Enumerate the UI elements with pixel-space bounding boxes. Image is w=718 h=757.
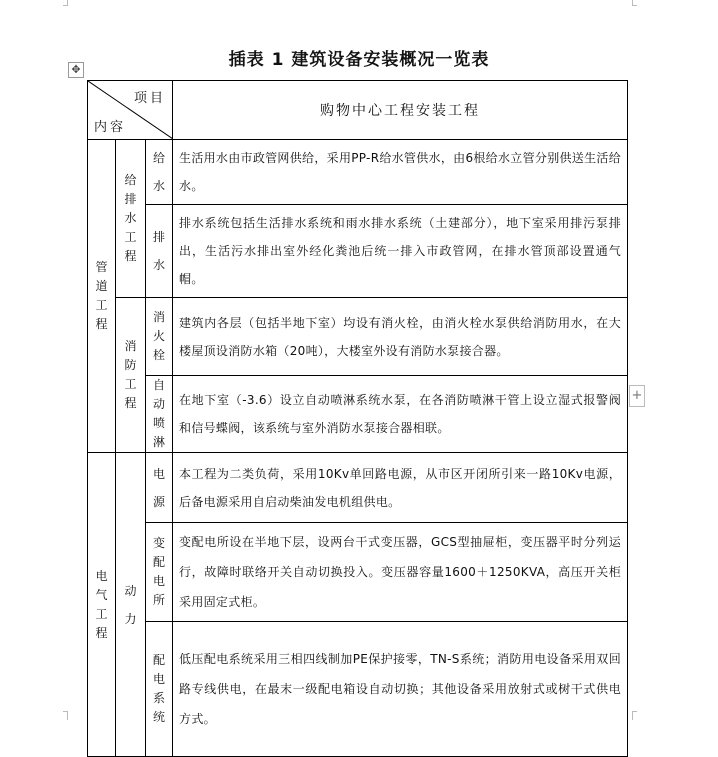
power-subcategory-label: 动 力 bbox=[124, 583, 137, 626]
drain-content-cell bbox=[173, 205, 628, 298]
substation-content-cell bbox=[173, 523, 628, 622]
diagonal-header-cell bbox=[88, 81, 173, 140]
hydrant-label-cell bbox=[146, 298, 173, 376]
equipment-table-container bbox=[87, 80, 627, 726]
table-row bbox=[88, 453, 628, 523]
project-name-cell: 购物中心工程安装工程 bbox=[173, 81, 628, 140]
electrical-category-label: 电 气 工 程 bbox=[95, 568, 108, 640]
sprinkler-label: 自 动 喷 淋 bbox=[153, 378, 166, 449]
fire-subcategory-cell bbox=[116, 298, 146, 453]
water-supply-content-cell bbox=[173, 140, 628, 205]
table-header-row bbox=[88, 81, 628, 140]
table-caption: 插表 1 建筑设备安装概况一览表 bbox=[228, 50, 490, 70]
substation-text: 变配电所设在半地下层，设两台干式变压器，GCS型抽屉柜，变压器平时分列运行，故障时联络开关自动切换投入。变压器容量1600＋1250KVA，高压开关柜采用固定式柜。 bbox=[179, 535, 622, 609]
water-supply-text: 生活用水由市政管网供给，采用PP-R给水管供水，由6根给水立管分别供送生活给水。 bbox=[179, 151, 622, 193]
distribution-label-cell bbox=[146, 622, 173, 757]
pipeline-category-cell bbox=[88, 140, 116, 453]
page-corner-mark-top-left bbox=[63, 0, 68, 6]
distribution-content-cell bbox=[173, 622, 628, 757]
fire-subcategory-label: 消 防 工 程 bbox=[124, 339, 137, 410]
drain-label-cell bbox=[146, 205, 173, 298]
water-supply-label-cell bbox=[146, 140, 173, 205]
header-item-label: 项目 bbox=[134, 91, 167, 106]
move-cross-icon[interactable]: ✥ bbox=[68, 62, 84, 78]
power-source-text: 本工程为二类负荷，采用10Kv单回路电源，从市区开闭所引来一路10Kv电源，后备电源采用自启动柴油发电机组供电。 bbox=[179, 466, 622, 509]
page-corner-mark-top-right bbox=[632, 0, 637, 6]
power-source-label-cell bbox=[146, 453, 173, 523]
substation-label-cell bbox=[146, 523, 173, 622]
table-row bbox=[88, 376, 628, 453]
hydrant-label: 消 火 栓 bbox=[153, 310, 166, 362]
substation-label: 变 配 电 所 bbox=[153, 536, 166, 607]
equipment-overview-table bbox=[87, 80, 628, 757]
hydrant-content-cell bbox=[173, 298, 628, 376]
sprinkler-label-cell bbox=[146, 376, 173, 453]
water-subcategory-cell bbox=[116, 140, 146, 298]
power-subcategory-cell bbox=[116, 453, 146, 757]
table-row bbox=[88, 622, 628, 757]
power-source-content-cell bbox=[173, 453, 628, 523]
table-row bbox=[88, 140, 628, 205]
distribution-text: 低压配电系统采用三相四线制加PE保护接零，TN-S系统；消防用电设备采用双回路专线供电，在最末一级配电箱设自动切换；其他设备采用放射式或树干式供电方式。 bbox=[179, 652, 622, 726]
table-row bbox=[88, 298, 628, 376]
plus-icon[interactable]: + bbox=[629, 385, 645, 407]
drain-label: 排 水 bbox=[153, 230, 166, 272]
table-row bbox=[88, 523, 628, 622]
pipeline-category-label: 管 道 工 程 bbox=[95, 260, 108, 331]
sprinkler-content-cell bbox=[173, 376, 628, 453]
header-content-label: 内容 bbox=[94, 120, 127, 135]
distribution-label: 配 电 系 统 bbox=[153, 653, 166, 724]
table-row bbox=[88, 205, 628, 298]
water-subcategory-label: 给 排 水 工 程 bbox=[124, 173, 137, 263]
sprinkler-text: 在地下室（-3.6）设立自动喷淋系统水泵，在各消防喷淋干管上设立湿式报警阀和信号蝶阀，该系统与室外消防水泵接合器相联。 bbox=[179, 393, 622, 435]
water-supply-label: 给 水 bbox=[153, 151, 166, 193]
electrical-category-cell bbox=[88, 453, 116, 757]
hydrant-text: 建筑内各层（包括半地下室）均设有消火栓，由消火栓水泵供给消防用水，在大楼屋顶设消防水箱（20吨），大楼室外设有消防水泵接合器。 bbox=[179, 315, 622, 358]
drain-text: 排水系统包括生活排水系统和雨水排水系统（土建部分），地下室采用排污泵排出，生活污水排出室外经化粪池后统一排入市政管网，在排水管顶部设置通气帽。 bbox=[179, 216, 622, 286]
power-source-label: 电 源 bbox=[153, 466, 166, 509]
